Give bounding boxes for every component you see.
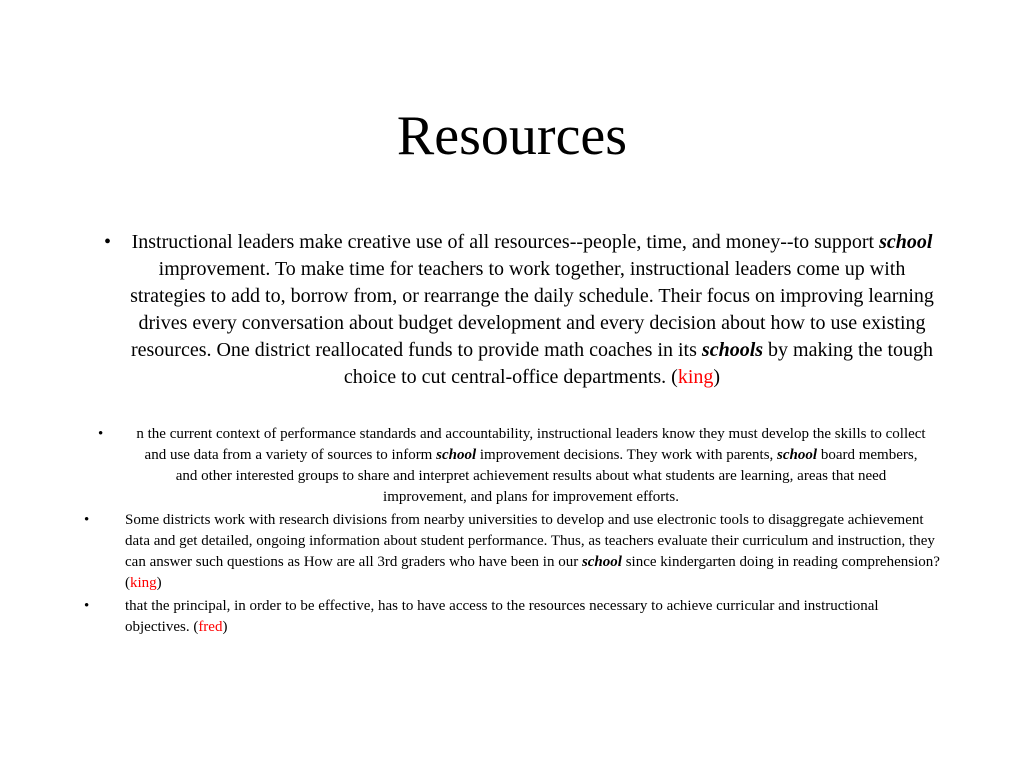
bullet-text-part: )	[713, 366, 721, 388]
emphasized-word: school	[581, 554, 622, 570]
bullet-text-part: )	[156, 575, 162, 591]
bullet-text-part: since kindergarten doing in reading comprehension? (	[125, 554, 940, 591]
emphasized-word: school	[879, 231, 933, 253]
bullet-text-part: Instructional leaders make creative use of all resources--people, time, and money--to support	[131, 231, 880, 253]
bullet-dot: •	[98, 426, 104, 442]
emphasized-word: school	[436, 447, 477, 463]
bullet-text-part: improvement decisions. They work with parents,	[476, 447, 778, 463]
bullet-text-part: Some districts work with research divisions from nearby universities to develop and use electronic tools to disaggregate achievement data and get detailed, ongoing information about student performance. Thus, as teachers evaluate their curriculum and instruction, they can answer such questions as How are all 3rd graders who have been in our	[125, 512, 935, 570]
bullet-dot: •	[84, 598, 90, 614]
bullet-text-part: board members, and other interested groups to share and interpret achievement results about what students are learning, areas that need improvement, and plans for improvement efforts.	[175, 447, 918, 505]
bullet-dot: •	[84, 512, 90, 528]
emphasized-word: school	[777, 447, 818, 463]
bullet-item-2	[96, 424, 936, 508]
bullet-item-1	[100, 229, 940, 391]
bullet-text	[125, 510, 944, 594]
citation-link[interactable]: fred	[198, 619, 223, 635]
bullet-dot: •	[104, 231, 112, 253]
bullet-text	[125, 596, 944, 638]
citation-link[interactable]: king	[130, 575, 157, 591]
bullet-text-part: improvement. To make time for teachers to work together, instructional leaders come up with strategies to add to, borrow from, or rearrange the daily schedule. Their focus on improving learning drives every conversation about budget development and every decision about how to use existing resources. One district reallocated funds to provide math coaches in its	[130, 258, 934, 361]
bullet-item-4	[84, 596, 944, 638]
bullet-text-part: )	[222, 619, 228, 635]
emphasized-word: schools	[701, 339, 764, 361]
slide-title: Resources	[396, 105, 628, 167]
bullet-text-part: n the current context of performance standards and accountability, instructional leaders know they must develop the skills to collect and use data from a variety of sources to inform	[136, 426, 926, 463]
bullet-text-part: by making the tough choice to cut central-office departments. (	[343, 339, 934, 388]
bullet-text-part: that the principal, in order to be effective, has to have access to the resources necessary to achieve curricular and instructional objectives. (	[125, 598, 879, 635]
bullet-item-3	[84, 510, 944, 594]
bullet-text	[132, 424, 930, 508]
bullet-text	[124, 229, 940, 391]
citation-link[interactable]: king	[677, 366, 714, 388]
